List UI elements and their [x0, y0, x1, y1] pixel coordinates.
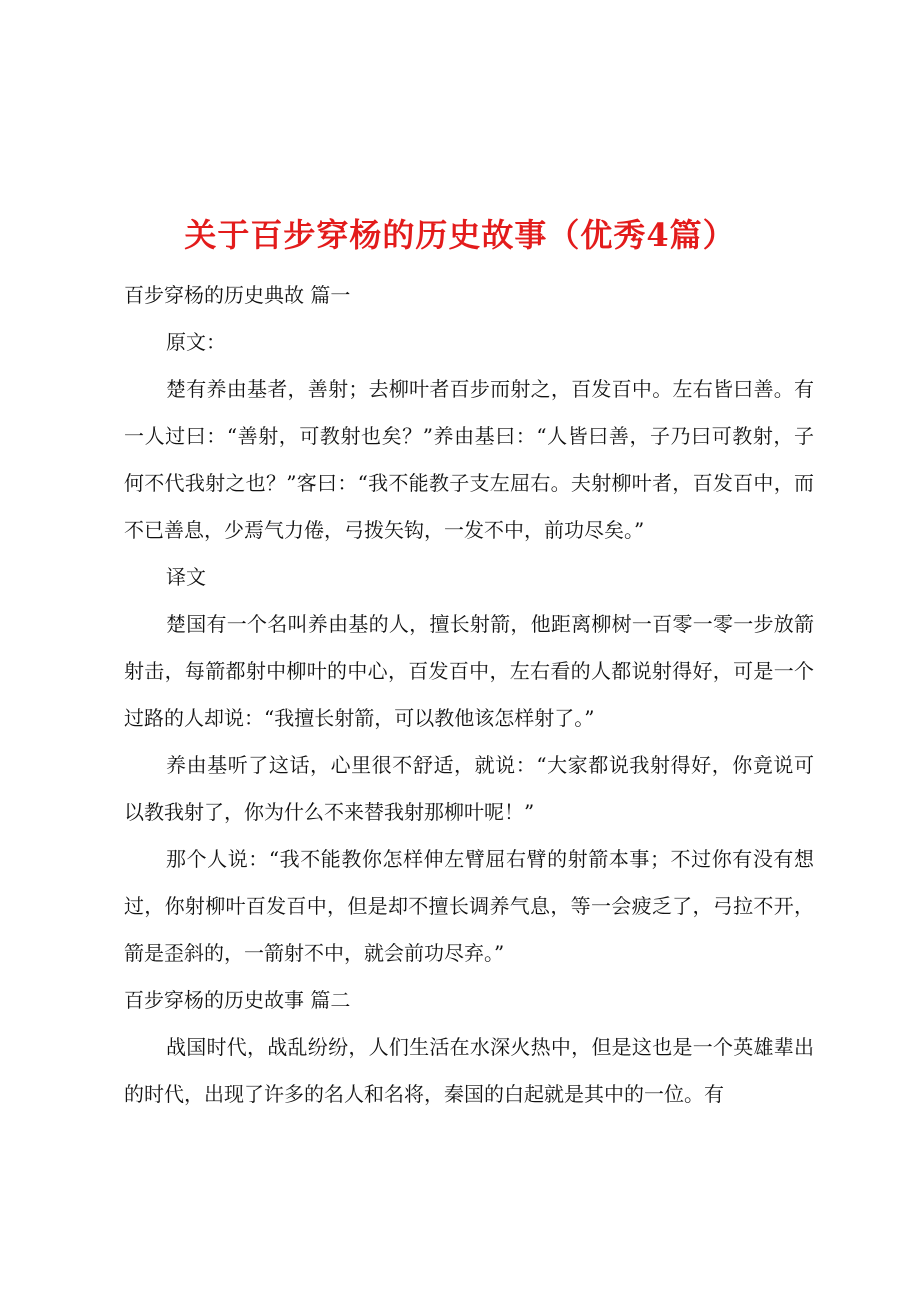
translation-paragraph-2: 养由基听了这话，心里很不舒适，就说：“大家都说我射得好，你竟说可以教我射了，你为什么不来替我射那柳叶呢！” — [124, 753, 814, 824]
translation-label: 译文 — [166, 565, 206, 589]
original-text-paragraph: 楚有养由基者，善射；去柳叶者百步而射之，百发百中。左右皆曰善。有一人过曰：“善射，可教射也矣？”养由基曰：“人皆曰善，子乃曰可教射，子何不代我射之也？”客曰：“我不能教子支左屈右。夫射柳叶者，百发百中，而不已善息，少焉气力倦，弓拨矢钩，一发不中，前功尽矣。” — [124, 377, 814, 542]
document-title: 关于百步穿杨的历史故事（优秀4篇） — [184, 216, 736, 255]
section-heading-2: 百步穿杨的历史故事 篇二 — [124, 988, 351, 1012]
translation-paragraph-3: 那个人说：“我不能教你怎样伸左臂屈右臂的射箭本事；不过你有没有想过，你射柳叶百发百中，但是却不擅长调养气息，等一会疲乏了，弓拉不开，箭是歪斜的，一箭射不中，就会前功尽弃。” — [124, 847, 814, 965]
document-body — [124, 272, 814, 1118]
section-heading-1: 百步穿杨的历史典故 篇一 — [124, 283, 351, 307]
story-paragraph-1: 战国时代，战乱纷纷，人们生活在水深火热中，但是这也是一个英雄辈出的时代，出现了许多的名人和名将，秦国的白起就是其中的一位。有 — [124, 1035, 814, 1106]
translation-paragraph-1: 楚国有一个名叫养由基的人，擅长射箭，他距离柳树一百零一零一步放箭射击，每箭都射中柳叶的中心，百发百中，左右看的人都说射得好，可是一个过路的人却说：“我擅长射箭，可以教他该怎样射了。” — [124, 612, 814, 730]
original-label: 原文： — [166, 330, 226, 354]
